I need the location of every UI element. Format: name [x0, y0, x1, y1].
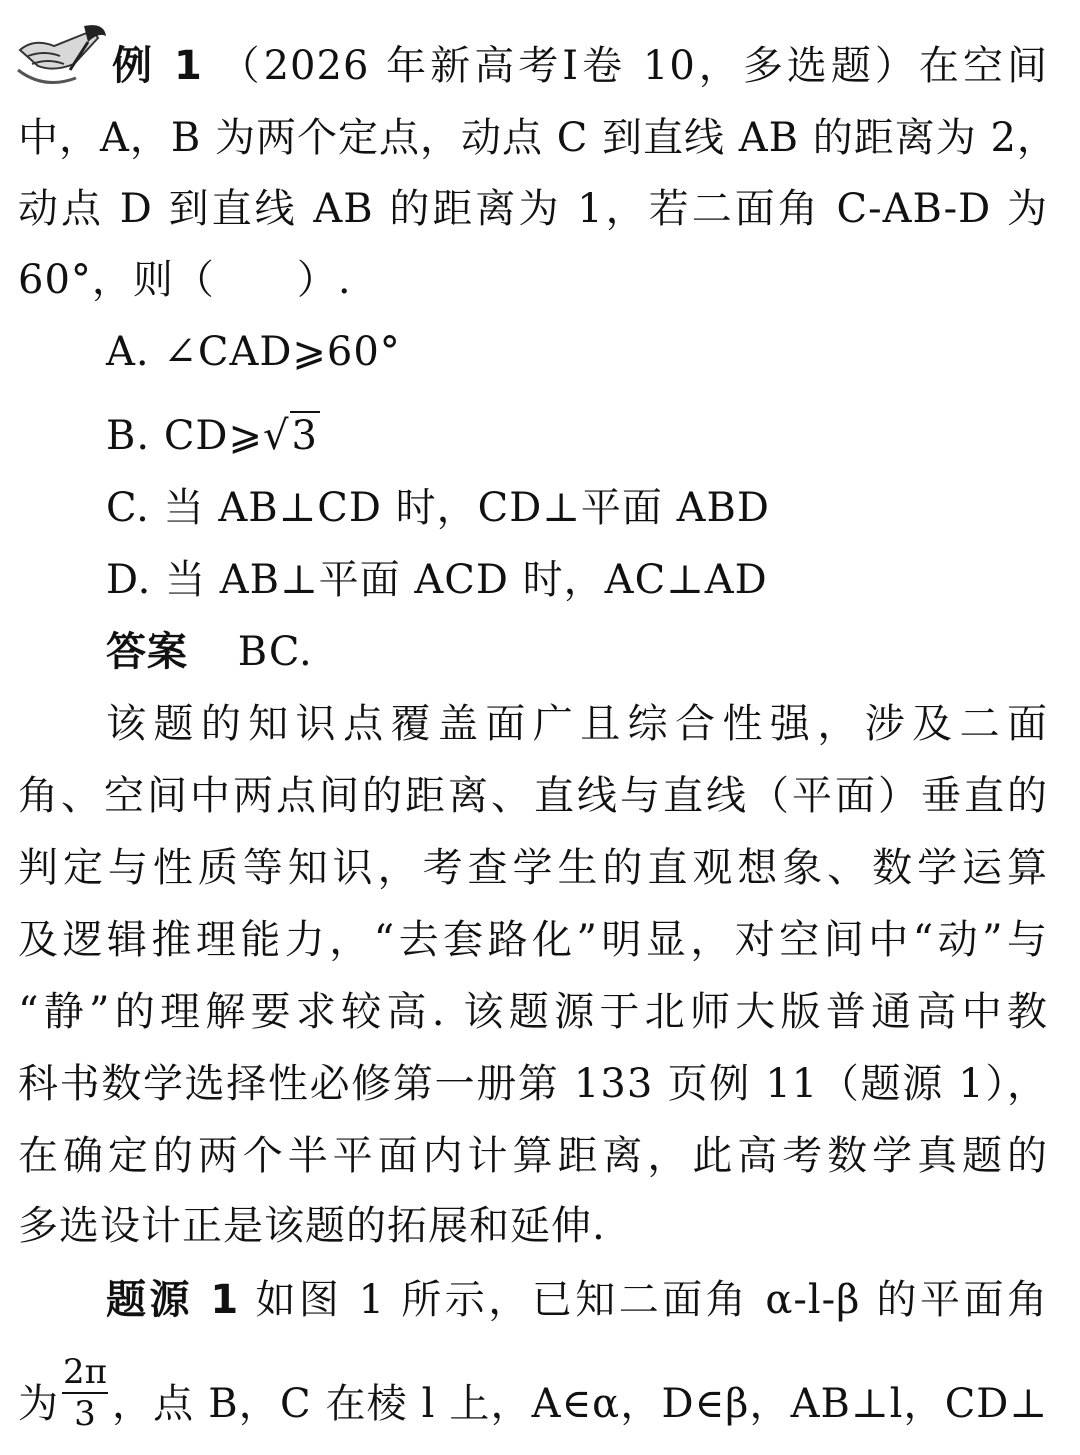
analysis-line-7: 在确定的两个半平面内计算距离，此高考数学真题的: [18, 1133, 1048, 1179]
option-b-text: B. CD⩾: [106, 413, 264, 459]
analysis-line-6: 科书数学选择性必修第一册第 133 页例 11（题源 1），: [18, 1061, 1048, 1107]
analysis-line-1: 该题的知识点覆盖面广且综合性强，涉及二面: [106, 701, 1048, 747]
source1-cont-rest: ，点 B，C 在棱 l 上，A∈α，D∈β，AB⊥l，CD⊥: [112, 1381, 1048, 1427]
source1-cont-prefix: 为: [18, 1381, 59, 1427]
analysis-line-2: 角、空间中两点间的距离、直线与直线（平面）垂直的: [18, 773, 1048, 819]
answer-value: BC.: [237, 629, 313, 675]
sqrt-symbol: √3: [263, 413, 318, 459]
answer-label: 答案: [106, 629, 188, 675]
fraction-two-pi-over-three: [62, 1352, 108, 1434]
analysis-line-4: 及逻辑推理能力，“去套路化”明显，对空间中“动”与: [18, 917, 1048, 963]
scroll-quill-icon: [14, 20, 110, 94]
option-d: D. 当 AB⊥平面 ACD 时，AC⊥AD: [106, 557, 768, 603]
option-c: C. 当 AB⊥CD 时，CD⊥平面 ABD: [106, 485, 770, 531]
analysis-line-5: “静”的理解要求较高. 该题源于北师大版普通高中教: [18, 989, 1048, 1035]
example-stem-line-2: 动点 D 到直线 AB 的距离为 1，若二面角 C-AB-D 为: [18, 186, 1048, 232]
fraction-denominator: 3: [74, 1394, 96, 1434]
example-stem-line-3: 60°，则（ ）.: [18, 257, 352, 303]
source1-line-1: [106, 1272, 1048, 1328]
source1-text: 如图 1 所示，已知二面角 α-l-β 的平面角: [255, 1277, 1048, 1323]
example-header-line: [112, 38, 1048, 94]
option-b-radicand: 3: [291, 413, 318, 459]
analysis-line-3: 判定与性质等知识，考查学生的直观想象、数学运算: [18, 845, 1048, 891]
example-source-note: （2026 年新高考Ⅰ卷 10，多选题）在空间: [219, 43, 1048, 89]
example-stem-line-1: 中，A，B 为两个定点，动点 C 到直线 AB 的距离为 2，: [18, 115, 1058, 161]
option-b: [106, 408, 1048, 464]
option-a: A. ∠CAD⩾60°: [106, 329, 401, 375]
fraction-numerator: 2π: [63, 1352, 107, 1392]
example-label: 例 1: [112, 43, 203, 89]
answer-line: [106, 624, 1048, 680]
analysis-line-8: 多选设计正是该题的拓展和延伸.: [18, 1203, 606, 1249]
source1-label: 题源 1: [106, 1277, 240, 1323]
